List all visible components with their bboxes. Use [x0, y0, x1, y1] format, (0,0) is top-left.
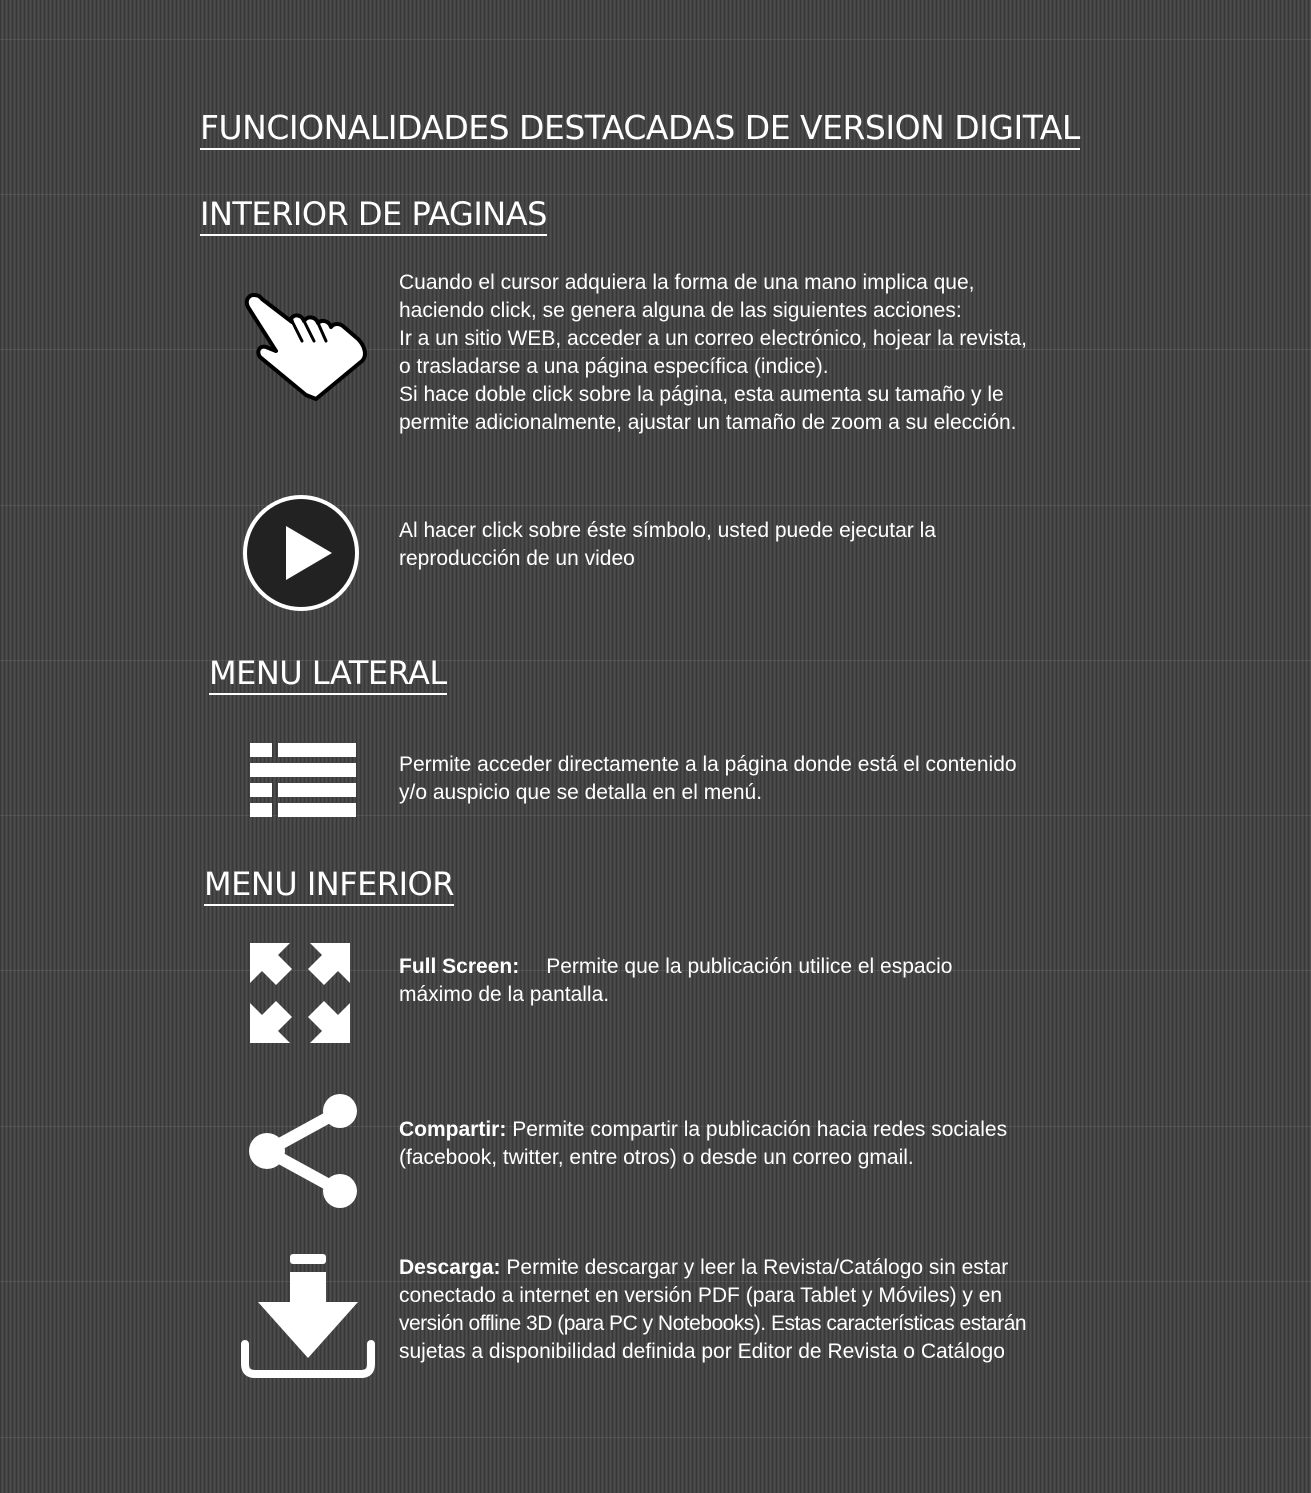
background-line: [0, 505, 1311, 506]
download-text-line: versión offline 3D (para PC y Notebooks). Estas características estarán: [399, 1312, 1027, 1335]
share-label: Compartir:: [399, 1118, 507, 1141]
hand-text-line: Cuando el cursor adquiera la forma de una mano implica que,: [399, 271, 975, 294]
share-text-line: (facebook, twitter, entre otros) o desde un correo gmail.: [399, 1146, 914, 1169]
background-line: [0, 39, 1311, 40]
section-heading-interior: INTERIOR DE PAGINAS: [200, 197, 547, 236]
fullscreen-text-line: [399, 953, 1099, 981]
background-line: [0, 815, 1311, 816]
background-line: [0, 194, 1311, 195]
video-description: [399, 517, 1099, 573]
menu-text-line: y/o auspicio que se detalla en el menú.: [399, 781, 763, 804]
fullscreen-description: [399, 953, 1099, 1009]
video-text-line: reproducción de un video: [399, 547, 635, 570]
hand-text-line: o trasladarse a una página específica (indice).: [399, 355, 829, 378]
hand-pointer-icon: [236, 287, 370, 403]
menu-text-line: Permite acceder directamente a la página donde está el contenido: [399, 753, 1017, 776]
share-icon[interactable]: [247, 1093, 359, 1209]
share-text: Permite compartir la publicación hacia redes sociales: [512, 1118, 1008, 1141]
download-label: Descarga:: [399, 1256, 501, 1279]
video-text-line: Al hacer click sobre éste símbolo, usted puede ejecutar la: [399, 519, 936, 542]
hand-description: [399, 269, 1099, 437]
download-text-line: conectado a internet en versión PDF (para Tablet y Móviles) y en: [399, 1284, 1003, 1307]
hand-text-line: Ir a un sitio WEB, acceder a un correo electrónico, hojear la revista,: [399, 327, 1027, 350]
fullscreen-icon[interactable]: [250, 943, 350, 1043]
list-menu-icon[interactable]: [250, 743, 356, 817]
background-line: [0, 660, 1311, 661]
download-icon[interactable]: [240, 1254, 376, 1378]
fullscreen-text-line: máximo de la pantalla.: [399, 983, 610, 1006]
download-text-line: [399, 1254, 1099, 1282]
fullscreen-text: Permite que la publicación utilice el espacio: [546, 955, 953, 978]
menu-lateral-description: [399, 751, 1099, 807]
section-heading-lateral: MENU LATERAL: [209, 656, 447, 695]
background-line: [0, 1437, 1311, 1438]
section-heading-inferior: MENU INFERIOR: [204, 867, 454, 906]
download-description: [399, 1254, 1099, 1366]
page-title: FUNCIONALIDADES DESTACADAS DE VERSION DIGITAL: [200, 110, 1080, 150]
fullscreen-label: Full Screen:: [399, 955, 520, 978]
share-text-line: [399, 1116, 1099, 1144]
play-icon[interactable]: [242, 494, 360, 612]
hand-text-line: Si hace doble click sobre la página, esta aumenta su tamaño y le: [399, 383, 1004, 406]
hand-text-line: haciendo click, se genera alguna de las siguientes acciones:: [399, 299, 962, 322]
hand-text-line: permite adicionalmente, ajustar un tamaño de zoom a su elección.: [399, 411, 1017, 434]
download-text-line: sujetas a disponibilidad definida por Editor de Revista o Catálogo: [399, 1340, 1005, 1363]
share-description: [399, 1116, 1099, 1172]
download-text: Permite descargar y leer la Revista/Catálogo sin estar: [506, 1256, 1009, 1279]
